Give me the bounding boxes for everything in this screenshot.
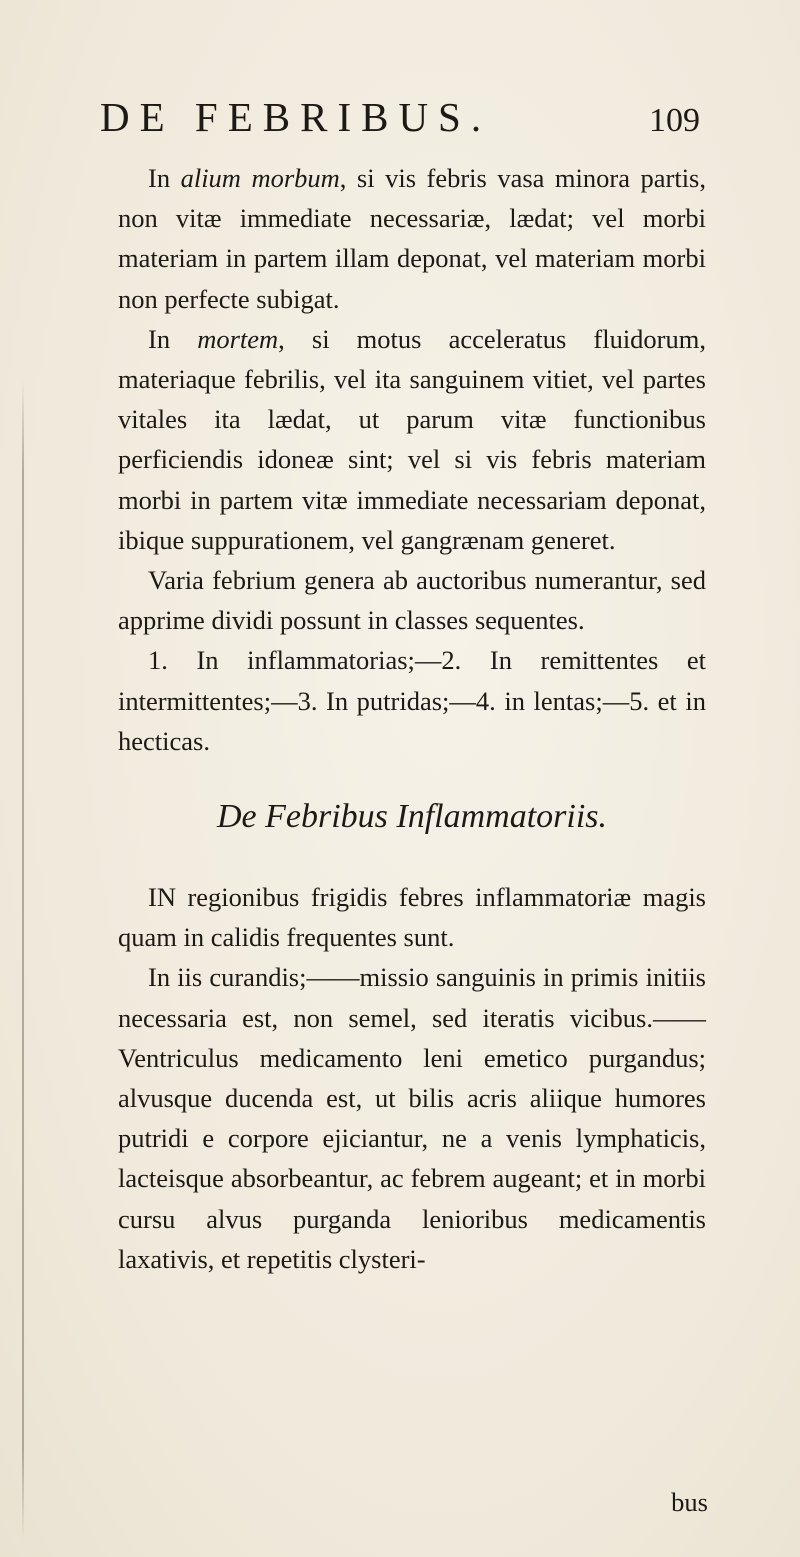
section-heading: De Febribus Inflammatoriis. (216, 798, 608, 836)
paragraph-curandis: In iis curandis;——missio sanguinis in primis initiis necessaria est, non semel, sed iteratis vicibus.——Ventriculus medicamento leni emetico purgandus; alvusque ducenda est, ut bilis acris aliique humores putridi e corpore ejiciantur, ne a venis lymphaticis, lacteisque absorbeantur, ac febrem augeant; et in morbi cursu alvus purganda lenioribus medicamentis laxativis, et repetitis clysteri- (118, 962, 706, 1274)
paragraph-regionibus: IN regionibus frigidis febres inflammatoriæ magis quam in calidis frequentes sunt. (118, 882, 706, 953)
paragraph-lead: In (148, 323, 198, 354)
paragraph-mortem (118, 319, 706, 560)
paragraph-text: , si motus acceleratus fluidorum, materiaque febrilis, vel ita sanguinem vitiet, vel partes vitales ita lædat, ut parum vitæ functionibus perficiendis idoneæ sint; vel si vis febris materiam morbi in partem vitæ immediate necessariam deponat, ibique suppurationem, vel gangrænam generet. (118, 323, 706, 555)
text-block (118, 158, 706, 1279)
page-header (100, 92, 700, 142)
italic-term: mortem (197, 323, 279, 354)
paragraph-classes-list: 1. In inflammatorias;—2. In remittentes et intermittentes;—3. In putridas;—4. in lentas;—5. et in hecticas. (118, 645, 706, 756)
page-number: 109 (649, 102, 700, 139)
catchword: bus (671, 1487, 708, 1517)
running-head: DE FEBRIBUS. (100, 94, 492, 140)
page-edge-shadow (22, 380, 24, 1540)
paragraph-varia-genera: Varia febrium genera ab auctoribus numerantur, sed apprime dividi possunt in classes sequentes. (118, 565, 706, 636)
paragraph-alium-morbum (118, 158, 706, 319)
paragraph-text: , si vis febris vasa minora partis, non vitæ immediate necessariæ, lædat; vel morbi materiam in partem illam deponat, vel materiam morbi non perfecte subigat. (118, 163, 706, 314)
italic-term: alium morbum (180, 163, 340, 193)
paragraph-lead: In (148, 163, 181, 193)
